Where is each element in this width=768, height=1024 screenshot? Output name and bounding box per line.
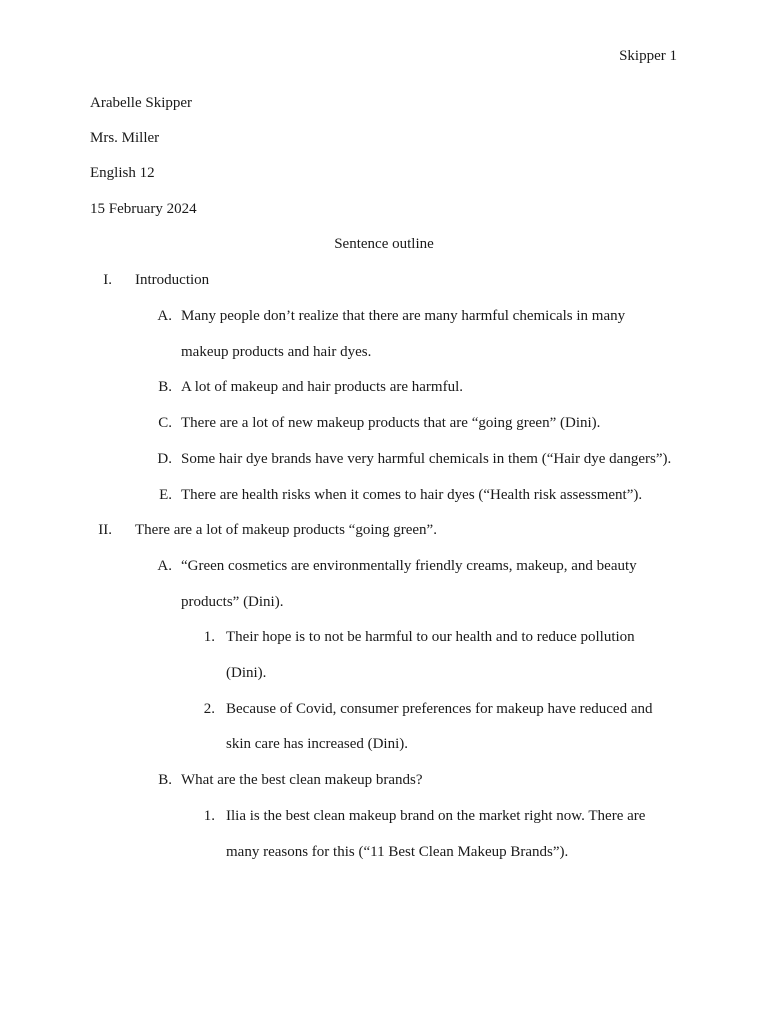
outline-numeral-i: I. bbox=[103, 272, 112, 288]
running-head: Skipper 1 bbox=[619, 48, 677, 64]
outline-heading-i: Introduction bbox=[135, 272, 210, 288]
outline-heading-ii: There are a lot of makeup products “going green”. bbox=[135, 522, 437, 538]
page-title: Sentence outline bbox=[334, 236, 434, 252]
outline-item-ii-a-1-line2: (Dini). bbox=[226, 665, 267, 681]
outline-item-i-b: A lot of makeup and hair products are harmful. bbox=[181, 379, 463, 395]
outline-item-i-a-line1: Many people don’t realize that there are many harmful chemicals in many bbox=[181, 308, 626, 324]
outline-item-ii-b: What are the best clean makeup brands? bbox=[181, 772, 423, 788]
outline-item-i-e: There are health risks when it comes to hair dyes (“Health risk assessment”). bbox=[181, 487, 643, 503]
outline-item-i-d: Some hair dye brands have very harmful chemicals in them (“Hair dye dangers”). bbox=[181, 451, 672, 467]
outline-numeral-ii: II. bbox=[98, 522, 112, 538]
outline-marker-i-c: C. bbox=[158, 415, 172, 431]
student-name: Arabelle Skipper bbox=[90, 95, 193, 111]
outline-item-ii-a-2-line1: Because of Covid, consumer preferences for makeup have reduced and bbox=[226, 701, 653, 717]
outline-marker-i-d: D. bbox=[157, 451, 172, 467]
outline-item-i-c: There are a lot of new makeup products that are “going green” (Dini). bbox=[181, 415, 601, 431]
date: 15 February 2024 bbox=[90, 201, 197, 217]
outline-item-ii-b-1-line2: many reasons for this (“11 Best Clean Makeup Brands”). bbox=[226, 844, 569, 860]
outline-marker-ii-a-1: 1. bbox=[203, 629, 215, 645]
outline-item-ii-b-1-line1: Ilia is the best clean makeup brand on the market right now. There are bbox=[226, 808, 646, 824]
outline-marker-ii-a: A. bbox=[157, 558, 172, 574]
outline-marker-i-e: E. bbox=[159, 487, 172, 503]
course-name: English 12 bbox=[90, 165, 155, 181]
outline-marker-ii-b: B. bbox=[158, 772, 172, 788]
outline-marker-i-b: B. bbox=[158, 379, 172, 395]
outline-item-ii-a-1-line1: Their hope is to not be harmful to our health and to reduce pollution bbox=[226, 629, 635, 645]
outline-marker-i-a: A. bbox=[157, 308, 172, 324]
outline-item-ii-a-line1: “Green cosmetics are environmentally friendly creams, makeup, and beauty bbox=[181, 558, 637, 574]
teacher-name: Mrs. Miller bbox=[90, 130, 160, 146]
outline-item-i-a-line2: makeup products and hair dyes. bbox=[181, 344, 372, 360]
outline-item-ii-a-line2: products” (Dini). bbox=[181, 594, 284, 610]
outline-item-ii-a-2-line2: skin care has increased (Dini). bbox=[226, 736, 409, 752]
outline-marker-ii-b-1: 1. bbox=[203, 808, 215, 824]
outline-marker-ii-a-2: 2. bbox=[203, 701, 215, 717]
